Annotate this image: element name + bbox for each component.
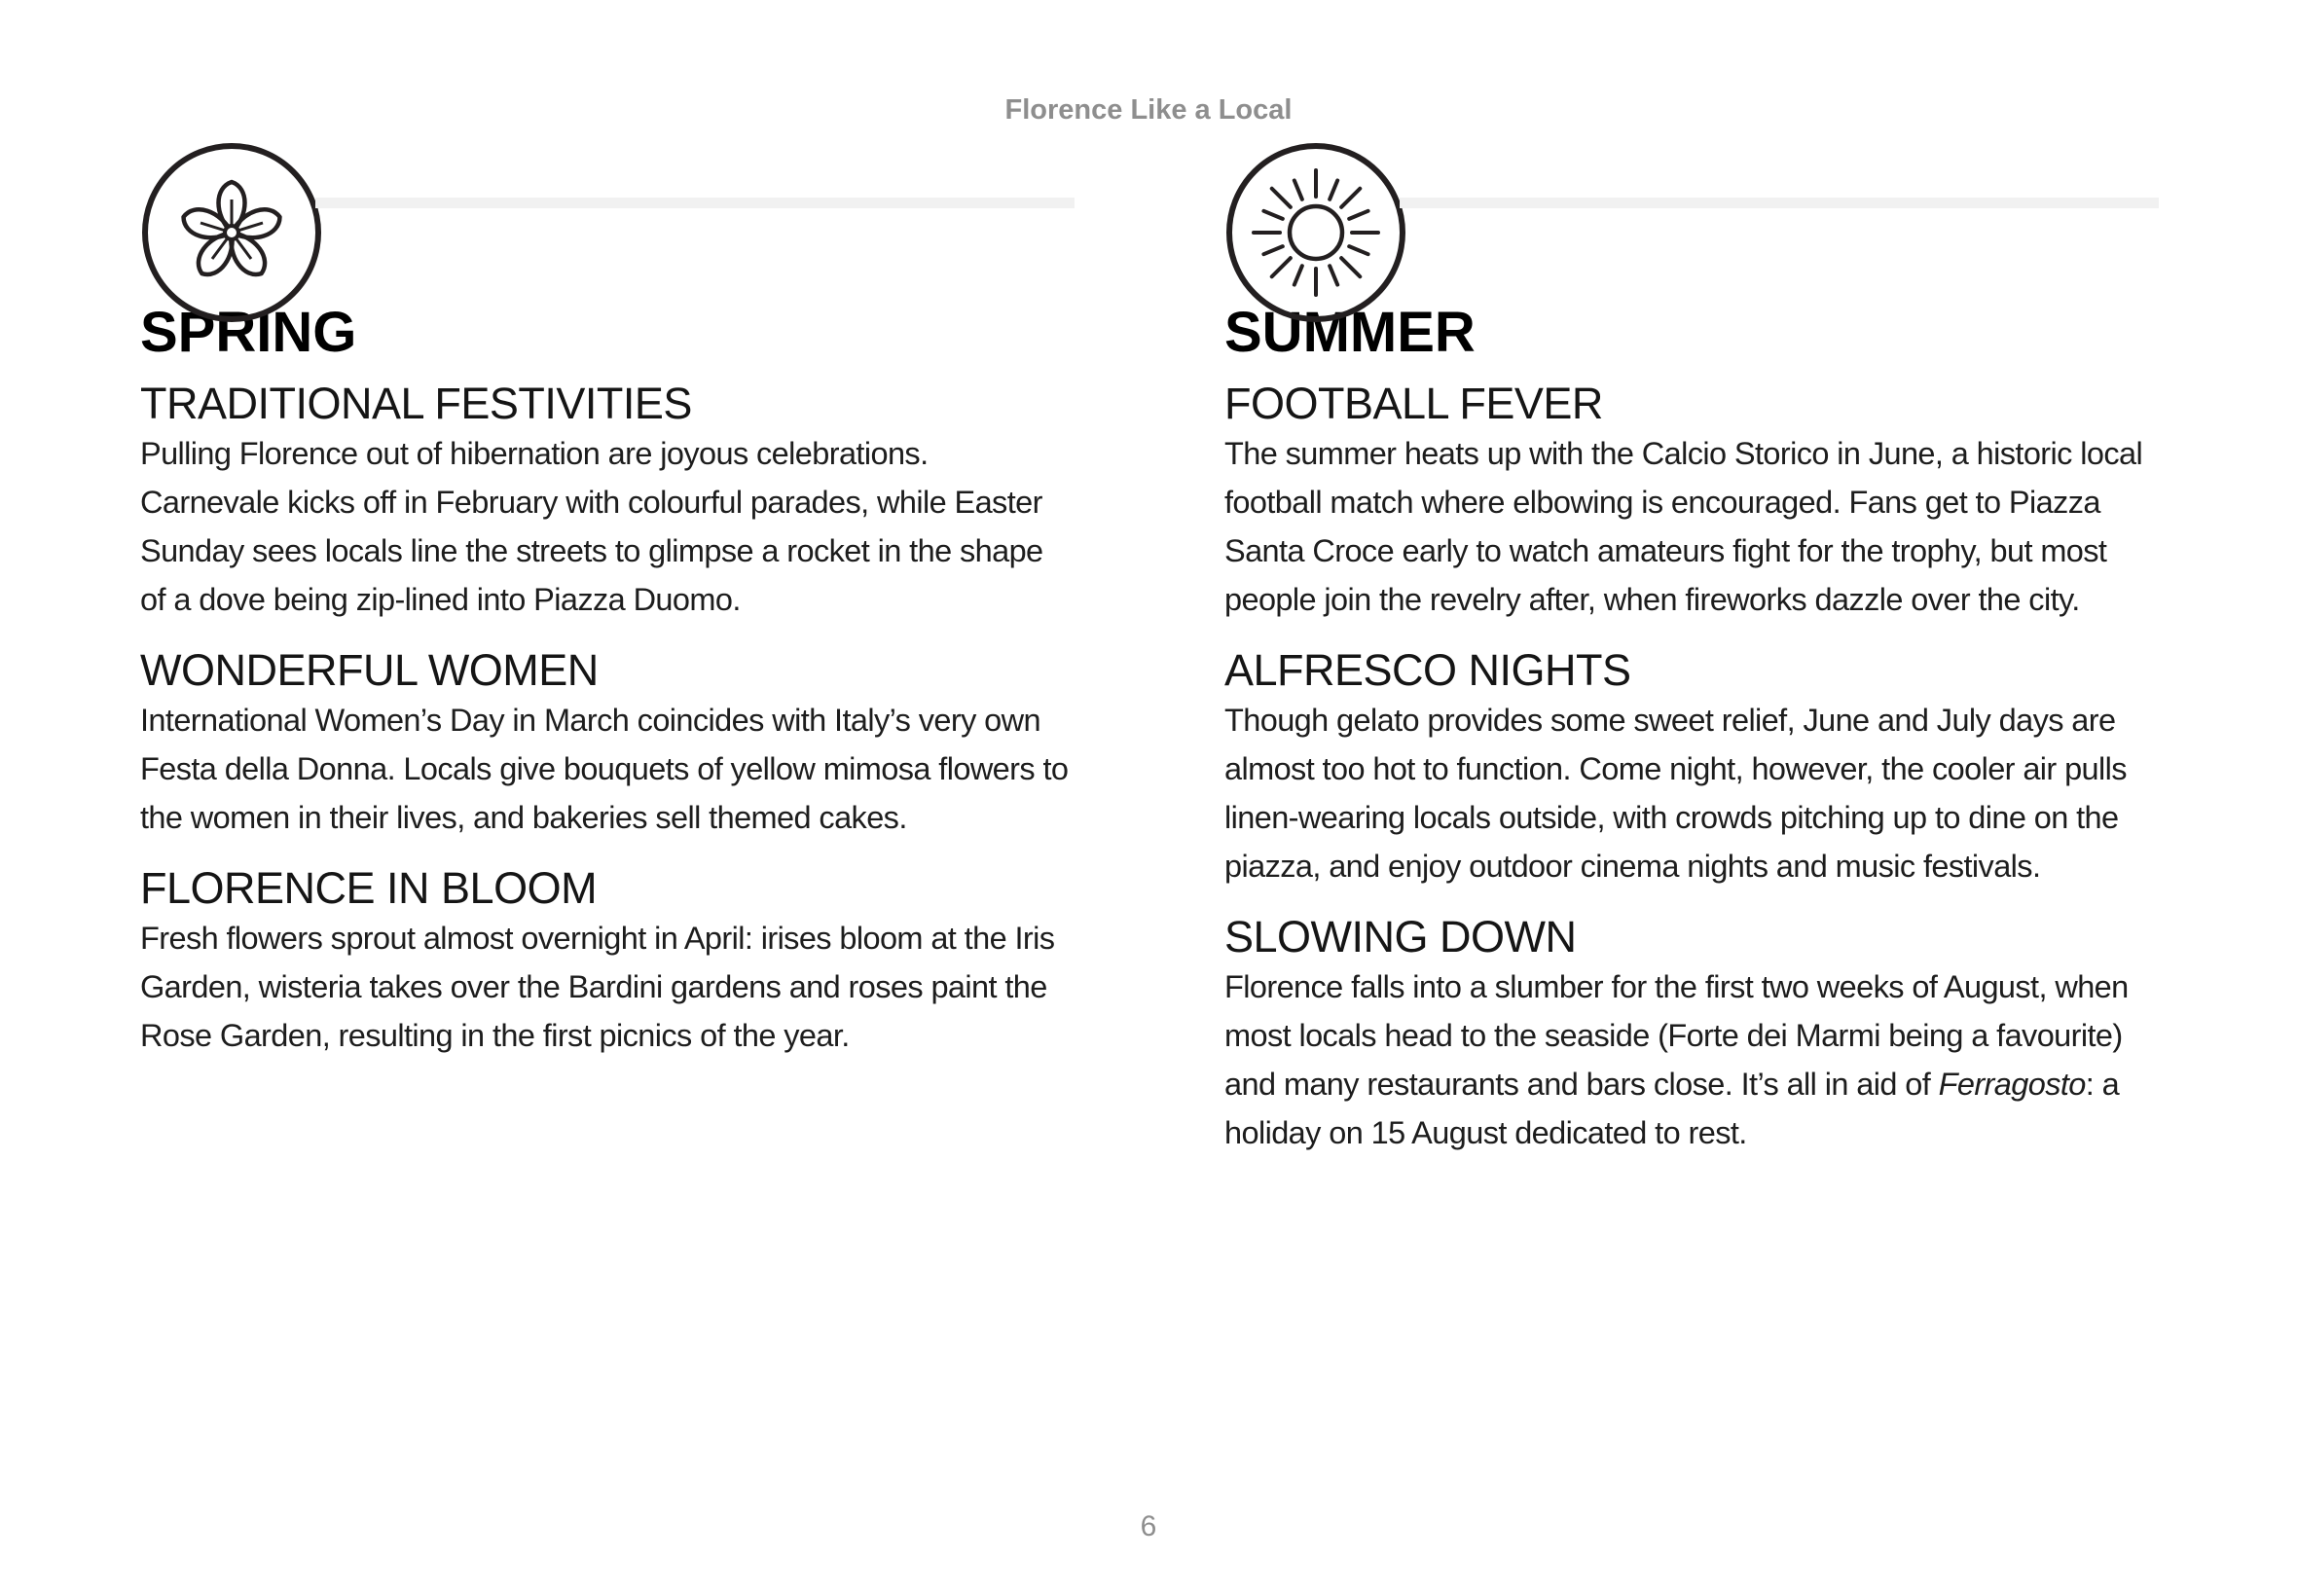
italic-term: Ferragosto — [1938, 1067, 2086, 1102]
section-body: The summer heats up with the Calcio Storico in June, a historic local football match where elbowing is encouraged. Fans get to Piazza Santa Croce early to watch amateurs fight for the trophy, but most people join the revelry after, when fireworks dazzle over the city. — [1224, 436, 2143, 617]
spring-section-bloom — [140, 863, 1075, 1060]
section-body: International Women’s Day in March coincides with Italy’s very own Festa della Donna. Locals give bouquets of yellow mimosa flowers to the women in their lives, and bakeries sell themed cakes. — [140, 703, 1069, 835]
summer-section-alfresco — [1224, 645, 2159, 890]
body-text: Florence falls into a slumber for the first two weeks of August, when most locals head to the seaside (Forte dei Marmi being a favourite) and many restaurants and bars close. It’s all in aid of — [1224, 969, 2129, 1102]
section-heading: SLOWING DOWN — [1224, 912, 1577, 961]
section-heading: FLORENCE IN BLOOM — [140, 863, 598, 913]
spring-title: SPRING — [140, 301, 357, 364]
summer-section-football — [1224, 379, 2159, 624]
spring-column — [140, 141, 1075, 1060]
book-title: Florence Like a Local — [1004, 94, 1293, 126]
section-heading: ALFRESCO NIGHTS — [1224, 645, 1631, 695]
body-text: : a holiday on 15 August dedicated to rest. — [1224, 1067, 2120, 1150]
summer-emblem-row — [1224, 141, 2159, 326]
summer-section-slowing — [1224, 912, 2159, 1157]
page-number: 6 — [1140, 1510, 1157, 1542]
summer-title: SUMMER — [1224, 301, 1476, 364]
section-body: Pulling Florence out of hibernation are joyous celebrations. Carnevale kicks off in February with colourful parades, while Easter Sunday sees locals line the streets to glimpse a rocket in the shape of a dove being zip-lined into Piazza Duomo. — [140, 436, 1043, 617]
summer-header-rule — [1400, 198, 2159, 208]
spring-section-women — [140, 645, 1075, 842]
sun-icon — [1224, 141, 1407, 324]
section-heading: WONDERFUL WOMEN — [140, 645, 599, 695]
summer-column — [1224, 141, 2159, 1157]
spring-section-festivities — [140, 379, 1075, 624]
section-body: Though gelato provides some sweet relief, June and July days are almost too hot to function. Come night, however, the cooler air pulls linen-wearing locals outside, with crowds pitching up to dine on the piazza, and enjoy outdoor cinema nights and music festivals. — [1224, 703, 2127, 884]
section-body — [1224, 962, 2159, 1157]
section-body: Fresh flowers sprout almost overnight in April: irises bloom at the Iris Garden, wisteria takes over the Bardini gardens and roses paint the Rose Garden, resulting in the first picnics of the year. — [140, 921, 1055, 1053]
section-heading: FOOTBALL FEVER — [1224, 379, 1603, 428]
flower-icon — [140, 141, 323, 324]
section-heading: TRADITIONAL FESTIVITIES — [140, 379, 692, 428]
spring-header-rule — [315, 198, 1075, 208]
spring-emblem-row — [140, 141, 1075, 326]
